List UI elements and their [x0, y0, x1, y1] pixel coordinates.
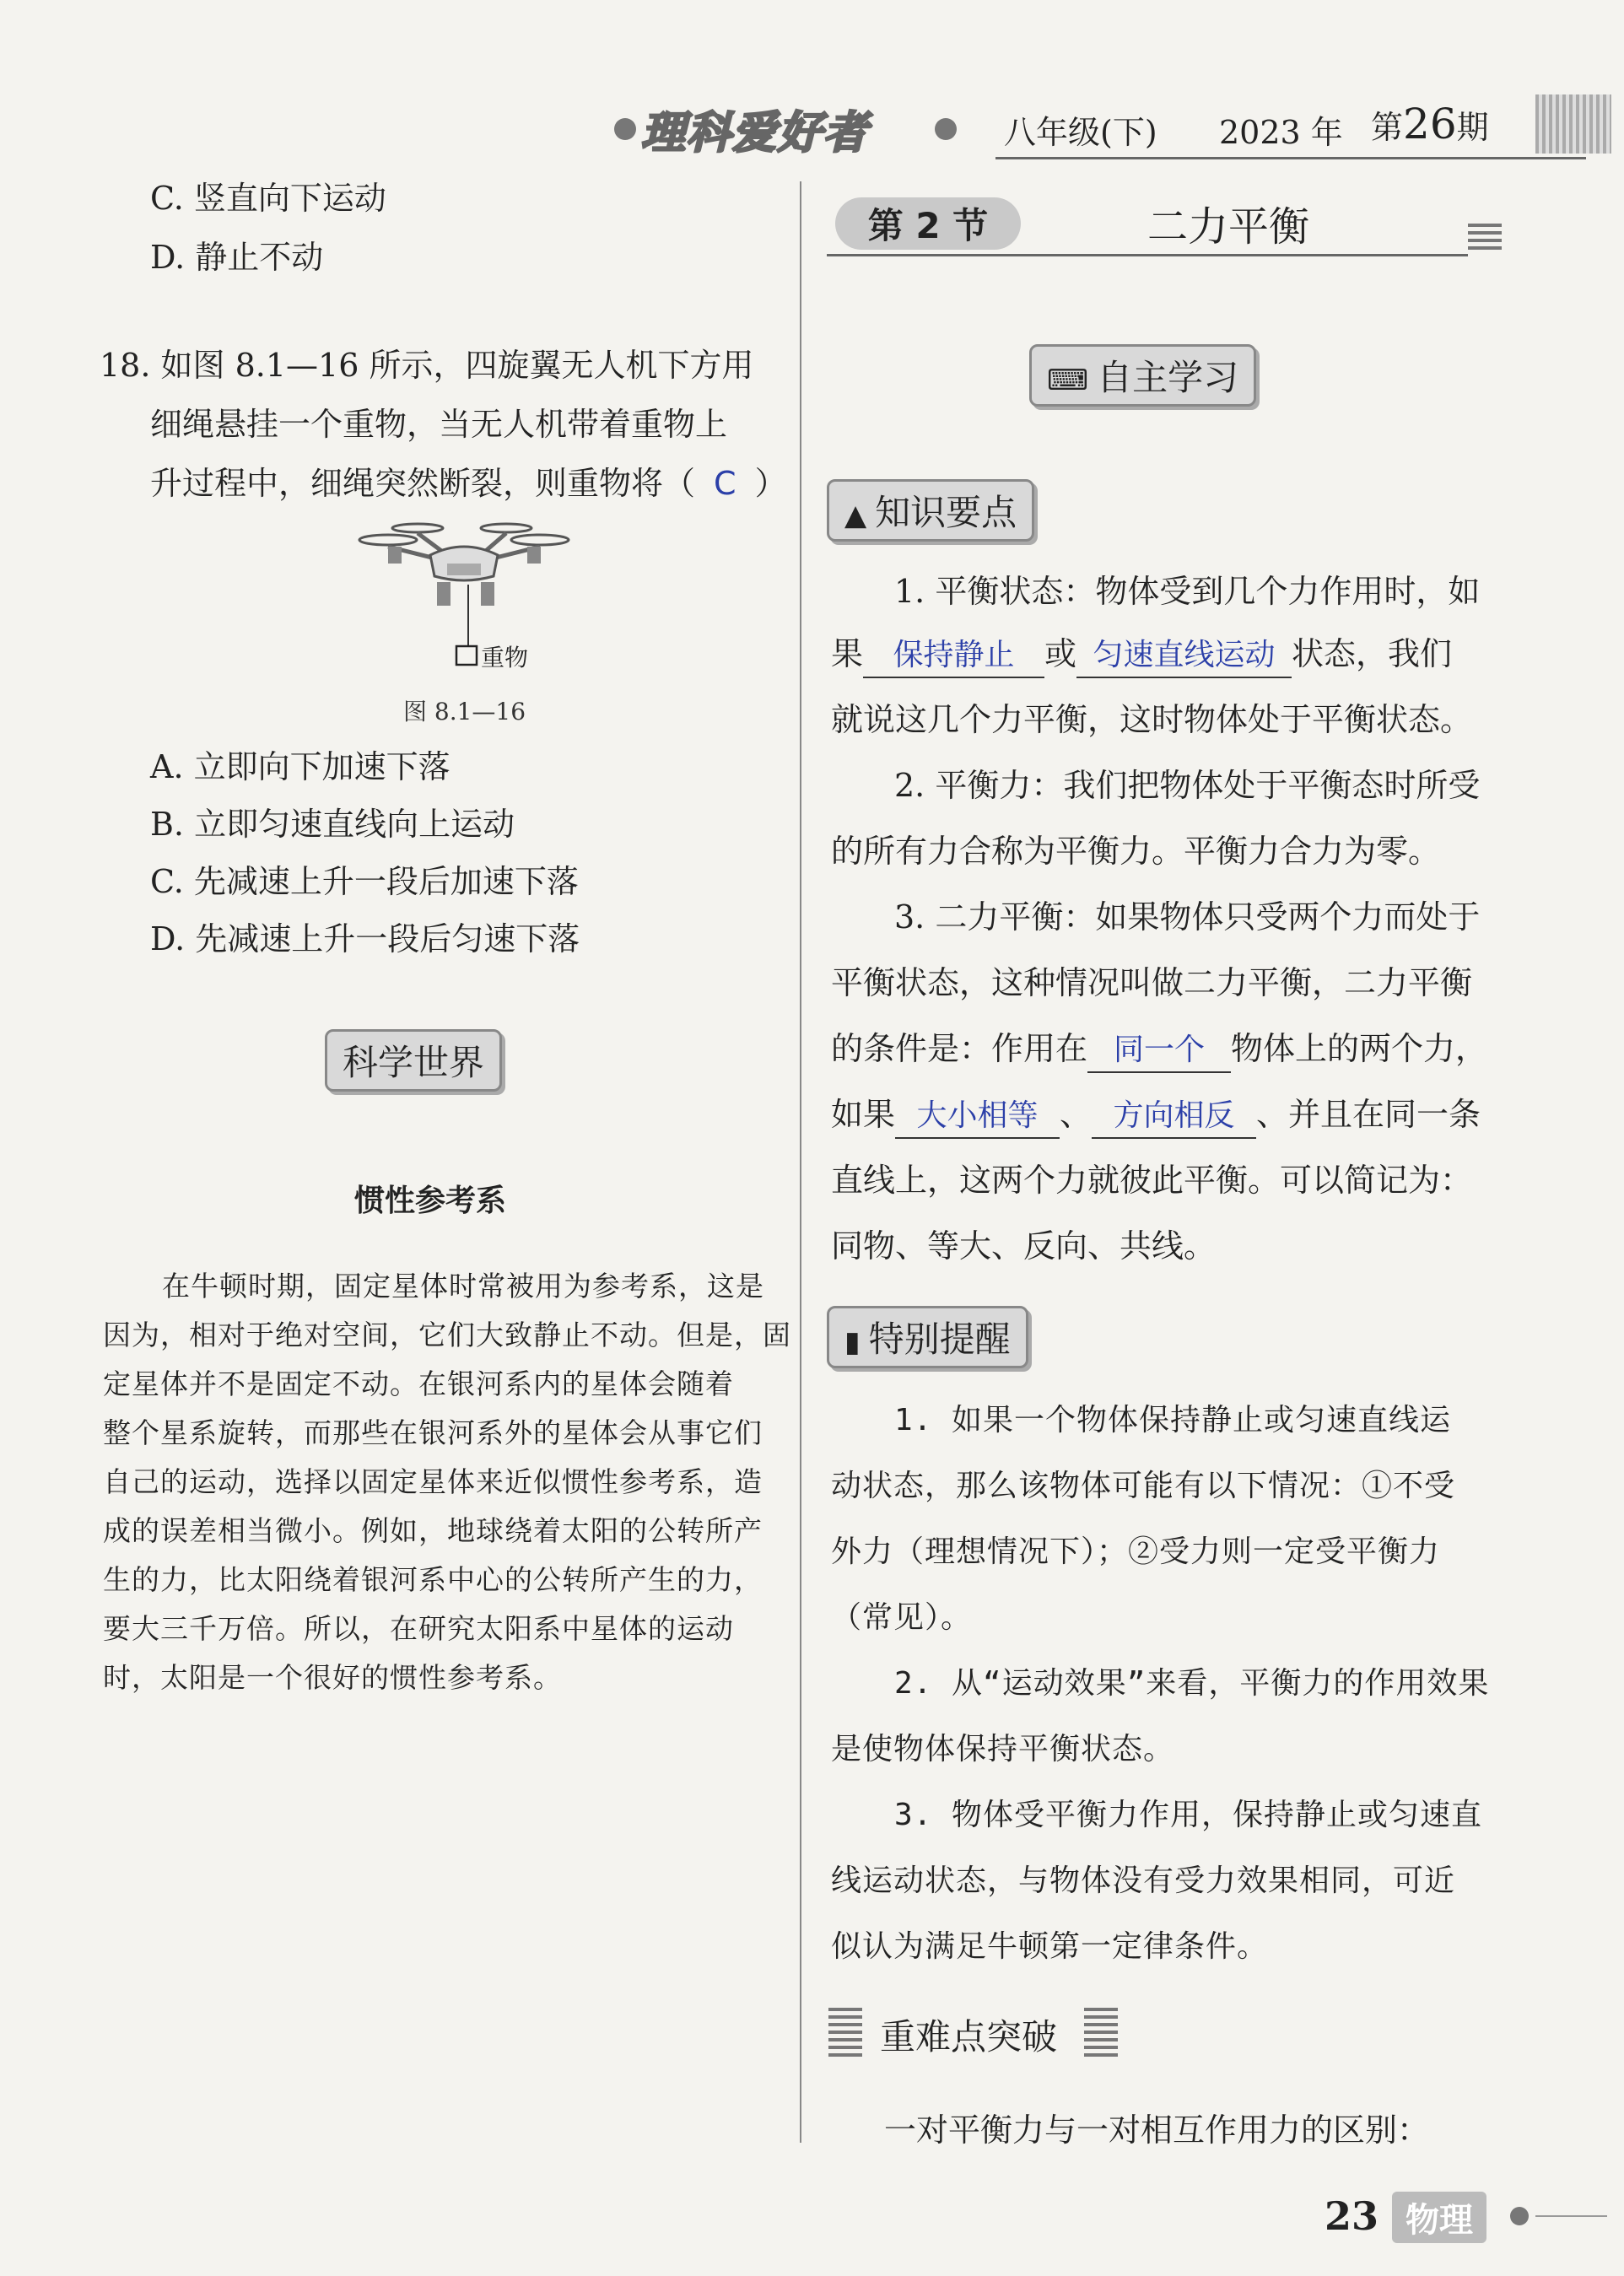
page-number: 23 [1325, 2193, 1379, 2239]
kp1-line-3: 就说这几个力平衡，这时物体处于平衡状态。 [831, 701, 1473, 738]
footer-dot-icon [1510, 2207, 1529, 2225]
kp3-post-1: 物体上的两个力， [1231, 1030, 1488, 1067]
header-issue [1371, 100, 1489, 148]
special-tips-label: 特别提醒 [868, 1319, 1011, 1360]
header-decoration [1535, 94, 1611, 154]
tips-line-9: 似认为满足牛顿第一定律条件。 [831, 1929, 1269, 1964]
kp3-line-1: 3. 二力平衡：如果物体只受两个力而处于 [894, 898, 1481, 936]
kp3-line-2: 平衡状态，这种情况叫做二力平衡，二力平衡 [831, 964, 1473, 1001]
kp2-line-2: 的所有力合称为平衡力。平衡力合力为零。 [831, 833, 1441, 870]
q18-line-3-text: 升过程中，细绳突然断裂，则重物将（ [150, 465, 696, 502]
kp3-answer-3: 方向相反 [1092, 1095, 1256, 1139]
q18-answer: C [714, 465, 736, 502]
article-line-1: 在牛顿时期，固定星体时常被用为参考系，这是 [162, 1270, 764, 1302]
tips-line-6: 是使物体保持平衡状态。 [831, 1732, 1175, 1766]
kp1-answer-1: 保持静止 [863, 634, 1044, 678]
kp3-line-4 [831, 1087, 1481, 1142]
bookmark-icon: ▮ [844, 1325, 861, 1359]
tips-line-8: 线运动状态，与物体没有受力效果相同，可近 [831, 1863, 1456, 1898]
q18-option-d: D. 先减速上升一段后匀速下落 [150, 920, 580, 957]
q18-option-c: C. 先减速上升一段后加速下落 [150, 863, 579, 900]
issue-suffix: 期 [1456, 109, 1489, 146]
q18-option-a: A. 立即向下加速下落 [150, 748, 451, 785]
footer-rule [1535, 2215, 1607, 2217]
header-dot-left-icon [614, 118, 636, 140]
kp1-pre: 果 [831, 635, 864, 672]
article-line-7: 生的力，比太阳绕着银河系中心的公转所产生的力， [103, 1563, 763, 1596]
kp1-post: 状态，我们 [1292, 635, 1453, 672]
keyboard-icon: ⌨ [1047, 364, 1089, 397]
kp1-mid: 或 [1044, 635, 1077, 672]
kp3-post-2: 、并且在同一条 [1256, 1096, 1481, 1133]
brand-logo: 理科爱好者 [641, 107, 870, 159]
figure-caption: 图 8.1—16 [403, 698, 526, 725]
article-line-8: 要大三千万倍。所以，在研究太阳系中星体的运动 [103, 1612, 734, 1645]
q18-option-b: B. 立即匀速直线向上运动 [150, 806, 515, 843]
header-rule [995, 157, 1586, 159]
key-points-badge: 重难点突破 [880, 2016, 1058, 2058]
header-year: 2023 年 [1219, 114, 1343, 151]
kp3-answer-1: 同一个 [1087, 1029, 1231, 1073]
issue-prefix: 第 [1371, 109, 1404, 146]
tips-line-5: 2. 从“运动效果”来看，平衡力的作用效果 [894, 1666, 1490, 1701]
kp3-line-5: 直线上，这两个力就彼此平衡。可以简记为： [831, 1162, 1473, 1199]
kp3-answer-2: 大小相等 [895, 1095, 1060, 1139]
mountain-icon: ▲ [844, 499, 867, 532]
article-line-9: 时，太阳是一个很好的惯性参考系。 [103, 1661, 562, 1694]
drone-figure [354, 521, 574, 669]
kp3-line-3 [831, 1021, 1487, 1076]
q18-close: ） [754, 465, 787, 502]
kp3-line-6: 同物、等大、反向、共线。 [831, 1227, 1217, 1265]
key-points-stripes [828, 2006, 862, 2057]
header-dot-right-icon [935, 118, 957, 140]
figure-label-weight: 重物 [481, 644, 529, 671]
issue-number: 26 [1403, 100, 1457, 148]
kp1-line-2 [831, 626, 1452, 682]
article-line-2: 因为，相对于绝对空间，它们大致静止不动。但是，固 [103, 1319, 791, 1351]
last-line: 一对平衡力与一对相互作用力的区别： [884, 2112, 1430, 2149]
tips-line-2: 动状态，那么该物体可能有以下情况：①不受 [831, 1469, 1456, 1503]
article-line-4: 整个星系旋转，而那些在银河系外的星体会从事它们 [103, 1416, 763, 1449]
subject-label: 物理 [1392, 2192, 1486, 2243]
q18-line-1: 18. 如图 8.1—16 所示，四旋翼无人机下方用 [100, 347, 754, 384]
header-grade: 八年级(下) [1004, 114, 1157, 151]
article-line-3: 定星体并不是固定不动。在银河系内的星体会随着 [103, 1367, 734, 1400]
kp3-pre-2: 如果 [831, 1096, 896, 1133]
knowledge-points-label: 知识要点 [875, 492, 1017, 533]
section-label: 第 2 节 [835, 197, 1021, 250]
q17-option-d: D. 静止不动 [150, 239, 324, 276]
self-study-label: 自主学习 [1097, 357, 1239, 398]
key-points-stripes-right [1084, 2006, 1118, 2057]
knowledge-points-badge [827, 479, 1034, 542]
kp2-line-1: 2. 平衡力：我们把物体处于平衡态时所受 [894, 767, 1481, 804]
article-line-6: 成的误差相当微小。例如，地球绕着太阳的公转所产 [103, 1514, 763, 1547]
tips-line-7: 3. 物体受平衡力作用，保持静止或匀速直 [894, 1798, 1483, 1832]
q18-line-3 [150, 456, 787, 511]
q18-line-2: 细绳悬挂一个重物，当无人机带着重物上 [150, 406, 728, 443]
special-tips-badge [827, 1306, 1028, 1368]
kp3-pre: 的条件是：作用在 [831, 1030, 1088, 1067]
section-decoration [1468, 221, 1502, 250]
kp3-sep: 、 [1060, 1096, 1093, 1133]
q17-option-c: C. 竖直向下运动 [150, 180, 386, 217]
tips-line-3: 外力（理想情况下）；②受力则一定受平衡力 [831, 1534, 1441, 1569]
science-world-badge: 科学世界 [325, 1029, 502, 1092]
tips-line-4: （常见）。 [831, 1600, 973, 1635]
kp1-answer-2: 匀速直线运动 [1076, 634, 1292, 678]
self-study-badge [1029, 344, 1256, 407]
article-line-5: 自己的运动，选择以固定星体来近似惯性参考系，造 [103, 1465, 763, 1498]
section-title: 二力平衡 [1147, 203, 1310, 251]
column-divider [800, 181, 801, 2143]
article-title: 惯性参考系 [354, 1184, 507, 1218]
kp1-line-1: 1. 平衡状态：物体受到几个力作用时，如 [894, 573, 1481, 610]
tips-line-1: 1. 如果一个物体保持静止或匀速直线运 [894, 1403, 1452, 1437]
